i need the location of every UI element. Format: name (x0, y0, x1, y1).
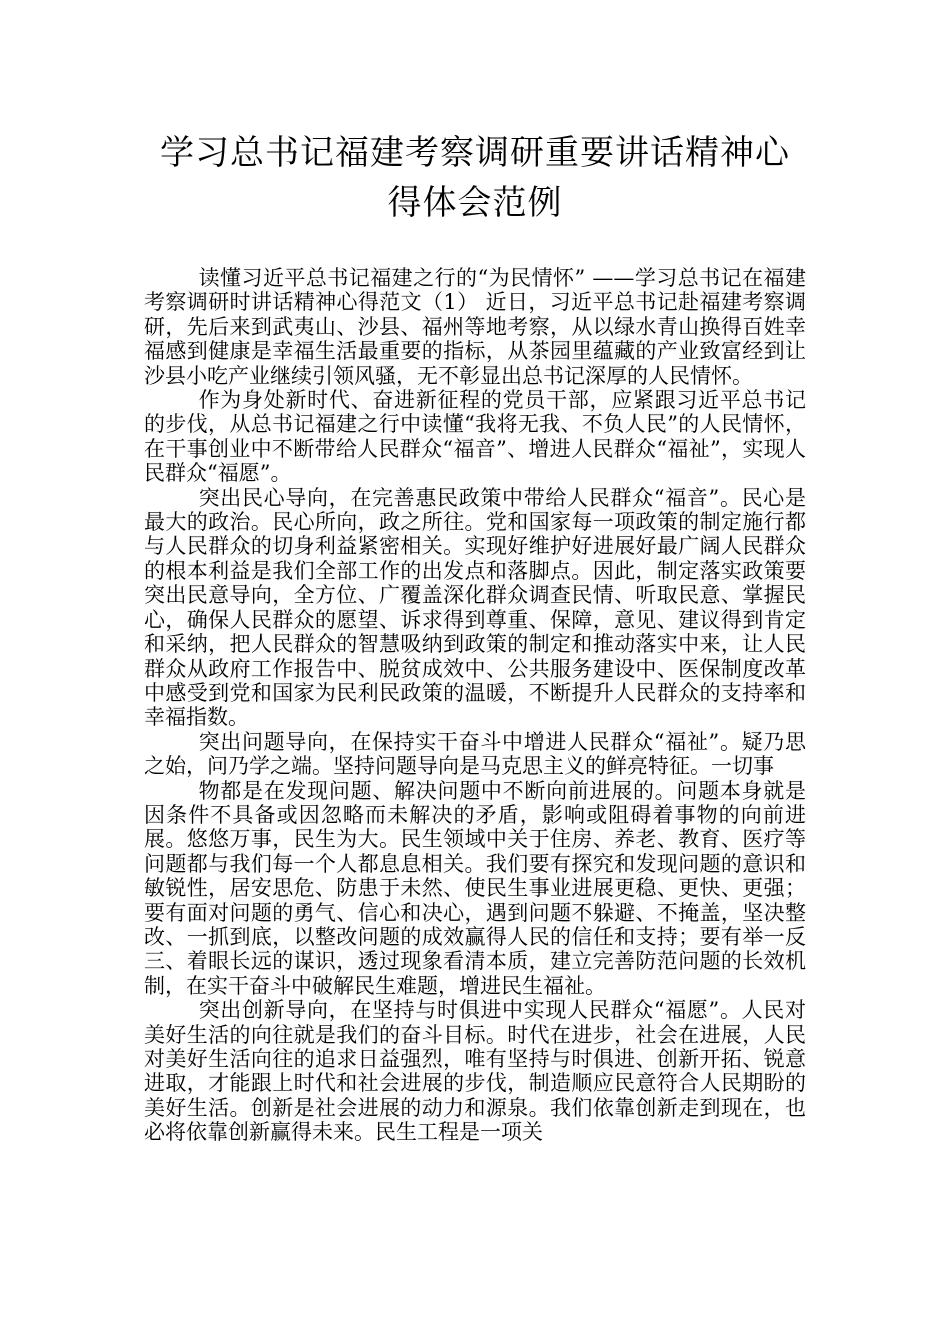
paragraph-problem-orientation: 突出问题导向，在保持实干奋斗中增进人民群众“福祉”。疑乃思之始，问乃学之端。坚持问题导向是马克思主义的鲜亮特征。一切事 (144, 729, 806, 779)
title-line-2: 得体会范例 (387, 183, 563, 223)
document-page (144, 128, 806, 1145)
title-line-1: 学习总书记福建考察调研重要讲话精神心 (160, 133, 790, 173)
document-title (124, 128, 826, 228)
paragraph-innovation-orientation: 突出创新导向，在坚持与时俱进中实现人民群众“福愿”。人民对美好生活的向往就是我们的奋斗目标。时代在进步，社会在进展，人民对美好生活向往的追求日益强烈，唯有坚持与时俱进、创新开拓、锐意进取，才能跟上时代和社会进展的步伐，制造顺应民意符合人民期盼的美好生活。创新是社会进展的动力和源泉。我们依靠创新走到现在，也必将依靠创新赢得未来。民生工程是一项关 (144, 998, 806, 1145)
paragraph-problem-continued: 物都是在发现问题、解决问题中不断向前进展的。问题本身就是因条件不具备或因忽略而未解决的矛盾，影响或阻碍着事物的向前进展。悠悠万事，民生为大。民生领域中关于住房、养老、教育、医疗等问题都与我们每一个人都息息相关。我们要有探究和发现问题的意识和敏锐性，居安思危、防患于未然、使民生事业进展更稳、更快、更强；要有面对问题的勇气、信心和决心，遇到问题不躲避、不掩盖，坚决整改、一抓到底，以整改问题的成效赢得人民的信任和支持；要有举一反三、着眼长远的谋识，透过现象看清本质，建立完善防范问题的长效机制，在实干奋斗中破解民生难题，增进民生福祉。 (144, 778, 806, 998)
paragraph-intro: 读懂习近平总书记福建之行的“为民情怀” ——学习总书记在福建考察调研时讲话精神心得范文（1） 近日，习近平总书记赴福建考察调研，先后来到武夷山、沙县、福州等地考察，从以绿水青山换得百姓幸福感到健康是幸福生活最重要的指标，从茶园里蕴藏的产业致富经到让沙县小吃产业继续引领风骚，无不彰显出总书记深厚的人民情怀。 (144, 266, 806, 388)
paragraph-people-orientation: 突出民心导向，在完善惠民政策中带给人民群众“福音”。民心是最大的政治。民心所向，政之所往。党和国家每一项政策的制定施行都与人民群众的切身利益紧密相关。实现好维护好进展好最广阔人民群众的根本利益是我们全部工作的出发点和落脚点。因此，制定落实政策要突出民意导向，全方位、广覆盖深化群众调查民情、听取民意、掌握民心，确保人民群众的愿望、诉求得到尊重、保障，意见、建议得到肯定和采纳，把人民群众的智慧吸纳到政策的制定和推动落实中来，让人民群众从政府工作报告中、脱贫成效中、公共服务建设中、医保制度改革中感受到党和国家为民利民政策的温暖，不断提升人民群众的支持率和幸福指数。 (144, 485, 806, 730)
paragraph-party-cadres: 作为身处新时代、奋进新征程的党员干部，应紧跟习近平总书记的步伐，从总书记福建之行中读懂“我将无我、不负人民”的人民情怀，在干事创业中不断带给人民群众“福音”、增进人民群众“福祉”，实现人民群众“福愿”。 (144, 388, 806, 486)
